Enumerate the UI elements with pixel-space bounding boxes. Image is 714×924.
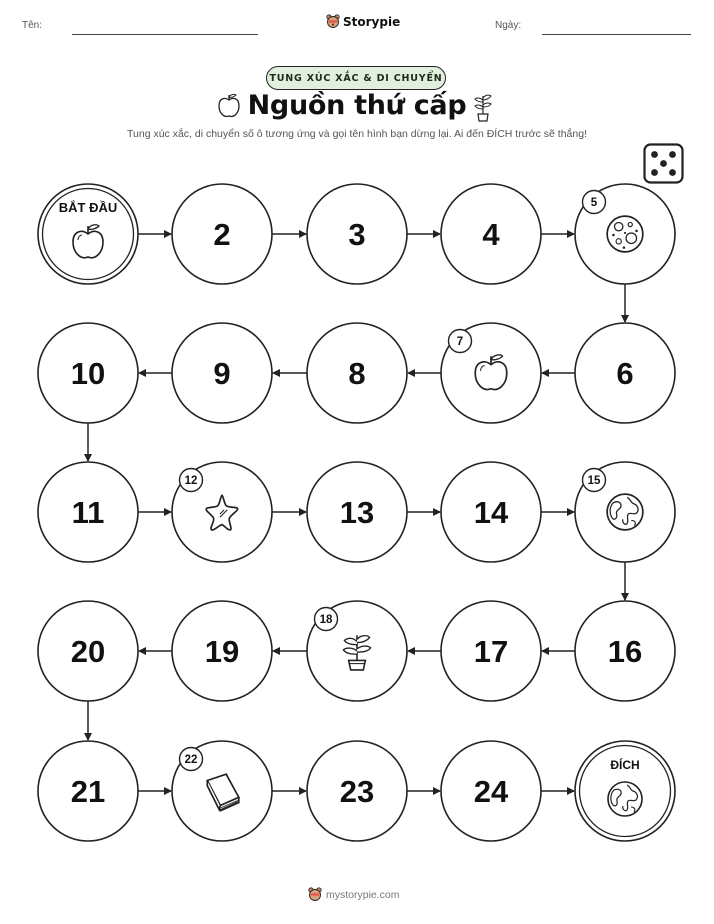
storypie-mascot-icon (308, 887, 322, 903)
globe-icon (608, 782, 642, 816)
space-9[interactable] (172, 323, 272, 423)
space-8[interactable] (307, 323, 407, 423)
space-22[interactable] (172, 741, 272, 841)
space-19[interactable] (172, 601, 272, 701)
space-number: 14 (473, 495, 509, 530)
space-18[interactable] (307, 601, 407, 701)
space-number: 17 (473, 634, 509, 669)
space-10[interactable] (38, 323, 138, 423)
space-24[interactable] (441, 741, 541, 841)
finish-space[interactable] (575, 741, 675, 841)
space-11[interactable] (38, 462, 138, 562)
footer (308, 887, 400, 903)
space-13[interactable] (307, 462, 407, 562)
space-16[interactable] (575, 601, 675, 701)
space-7[interactable] (441, 323, 541, 423)
dice-icon[interactable] (643, 143, 684, 184)
space-number: 8 (348, 356, 366, 391)
space-number: 13 (339, 495, 375, 530)
space-20[interactable] (38, 601, 138, 701)
space-number: 5 (590, 197, 598, 209)
space-number: 19 (204, 634, 240, 669)
space-number: 10 (70, 356, 106, 391)
name-label: Tên: (22, 20, 43, 31)
space-number: 16 (607, 634, 643, 669)
space-number: 12 (184, 475, 198, 487)
space-number: 4 (482, 217, 500, 252)
space-5[interactable] (575, 184, 675, 284)
space-2[interactable] (172, 184, 272, 284)
space-14[interactable] (441, 462, 541, 562)
globe-icon (607, 494, 643, 530)
space-number: 7 (456, 336, 464, 348)
space-12[interactable] (172, 462, 272, 562)
footer-url[interactable]: mystorypie.com (326, 889, 400, 901)
start-space[interactable] (38, 184, 138, 284)
space-number: 21 (70, 774, 106, 809)
board-spaces (38, 184, 675, 841)
space-17[interactable] (441, 601, 541, 701)
brand-name: Storypie (343, 15, 401, 29)
space-21[interactable] (38, 741, 138, 841)
space-15[interactable] (575, 462, 675, 562)
space-3[interactable] (307, 184, 407, 284)
space-number: 18 (319, 614, 333, 626)
space-number: 6 (616, 356, 634, 391)
moon-icon (607, 216, 643, 252)
space-number: 11 (71, 495, 105, 530)
space-number: 22 (184, 754, 198, 766)
space-23[interactable] (307, 741, 407, 841)
date-label: Ngày: (495, 20, 522, 31)
space-number: 9 (213, 356, 231, 391)
space-number: 2 (213, 217, 231, 252)
finish-label: ĐÍCH (610, 758, 640, 772)
space-number: 15 (587, 475, 601, 487)
space-number: 23 (339, 774, 375, 809)
instructions: Tung xúc xắc, di chuyển số ô tương ứng và gọi tên hình bạn dừng lại. Ai đến ĐÍCH trước sẽ thắng! (126, 128, 587, 140)
page-title: Nguồn thứ cấp (247, 90, 467, 121)
space-number: 24 (473, 774, 509, 809)
space-6[interactable] (575, 323, 675, 423)
activity-badge: TUNG XÚC XẮC & DI CHUYỂN (266, 66, 446, 90)
space-number: 20 (70, 634, 106, 669)
start-label: BẮT ĐẦU (58, 200, 118, 215)
space-4[interactable] (441, 184, 541, 284)
space-number: 3 (348, 217, 366, 252)
